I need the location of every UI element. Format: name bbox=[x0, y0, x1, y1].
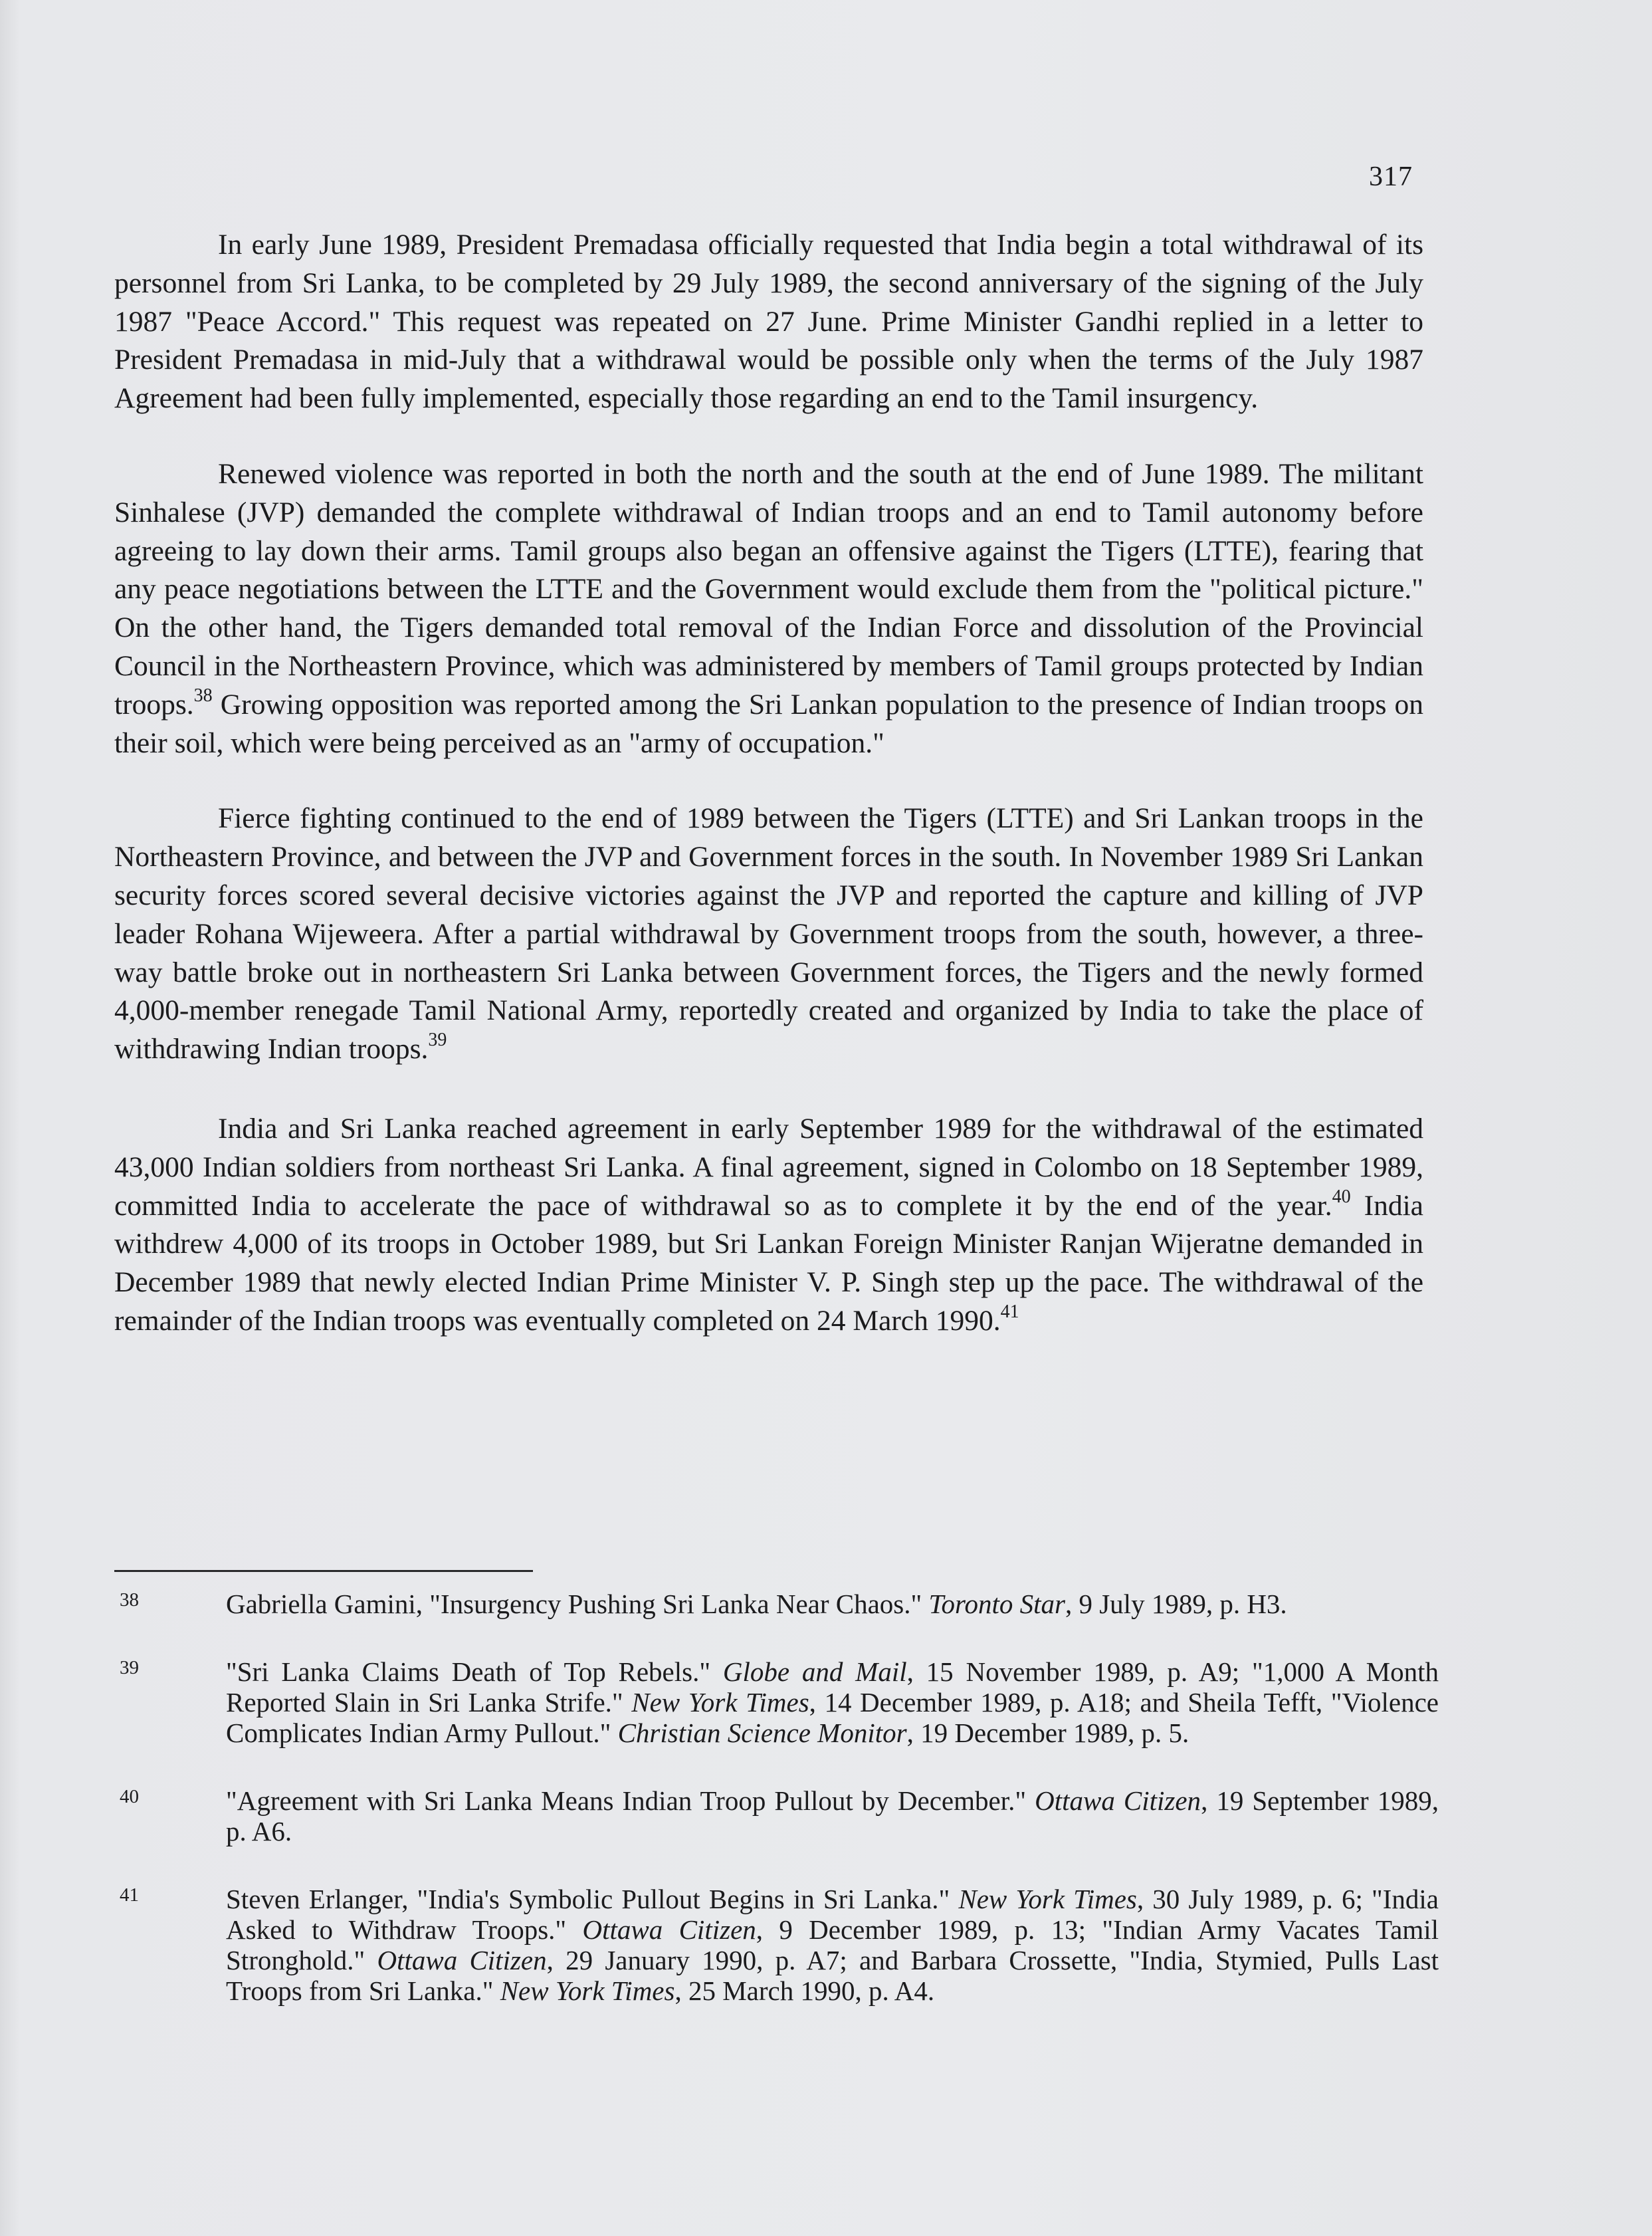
footnote-number: 40 bbox=[120, 1786, 139, 1807]
footnote-reference: 39 bbox=[428, 1030, 447, 1051]
text-run: "Sri Lanka Claims Death of Top Rebels." bbox=[226, 1656, 723, 1687]
text-run: , 19 September 1989, p. A6. bbox=[226, 1785, 1439, 1846]
publication-title: Ottawa Citizen bbox=[582, 1914, 756, 1945]
text-run: India withdrew 4,000 of its troops in October 1989, but Sri Lankan Foreign Minister Ranjan Wijeratne demanded in December 1989 that newly elected Indian Prime Minister V. P. Singh step up the pace. The withdrawal of the remainder of the Indian troops was eventually completed on 24 March 1990. bbox=[114, 1189, 1423, 1337]
publication-title: New York Times bbox=[631, 1687, 809, 1718]
footnote bbox=[114, 1656, 1439, 1748]
publication-title: Toronto Star bbox=[928, 1589, 1065, 1619]
footnote-reference: 38 bbox=[193, 685, 213, 706]
publication-title: New York Times bbox=[500, 1975, 675, 2006]
body-text bbox=[114, 226, 1423, 1341]
publication-title: New York Times bbox=[958, 1884, 1137, 1914]
footnote-reference: 41 bbox=[1000, 1301, 1019, 1322]
footnote-text bbox=[226, 1884, 1439, 2006]
body-paragraph bbox=[114, 226, 1423, 418]
text-run: , 14 December 1989, p. A18; and Sheila Tefft, "Violence Complicates Indian Army Pullout." bbox=[226, 1687, 1439, 1748]
publication-title: Ottawa Citizen bbox=[1035, 1785, 1201, 1816]
publication-title: Christian Science Monitor bbox=[617, 1718, 907, 1748]
text-run: , 9 July 1989, p. H3. bbox=[1065, 1589, 1287, 1619]
text-run: , 30 July 1989, p. 6; "India Asked to Withdraw Troops." bbox=[226, 1884, 1439, 1945]
text-run: Steven Erlanger, "India's Symbolic Pullout Begins in Sri Lanka." bbox=[226, 1884, 959, 1914]
publication-title: Ottawa Citizen bbox=[377, 1945, 547, 1975]
text-run: Growing opposition was reported among the Sri Lankan population to the presence of Indian troops on their soil, which were being perceived as an "army of occupation." bbox=[114, 688, 1423, 759]
footnote-number: 38 bbox=[120, 1589, 139, 1611]
page-number: 317 bbox=[1369, 162, 1413, 192]
publication-title: Globe and Mail bbox=[722, 1656, 907, 1687]
footnote-text bbox=[226, 1589, 1439, 1619]
footnote-number: 39 bbox=[120, 1657, 139, 1678]
text-run: , 25 March 1990, p. A4. bbox=[674, 1975, 935, 2006]
footnote bbox=[114, 1785, 1439, 1846]
footnote-text bbox=[226, 1656, 1439, 1748]
text-run: "Agreement with Sri Lanka Means Indian Troop Pullout by December." bbox=[226, 1785, 1035, 1816]
text-run: Renewed violence was reported in both the north and the south at the end of June 1989. The militant Sinhalese (JVP) demanded the complete withdrawal of Indian troops and an end to Tamil autonomy before agreeing to lay down their arms. Tamil groups also began an offensive against the Tigers (LTTE), fearing that any peace negotiations between the LTTE and the Government would exclude them from the "political picture." On the other hand, the Tigers demanded total removal of the Indian Force and dissolution of the Provincial Council in the Northeastern Province, which was administered by members of Tamil groups protected by Indian troops. bbox=[114, 457, 1423, 721]
text-run: , 9 December 1989, p. 13; "Indian Army Vacates Tamil Stronghold." bbox=[226, 1914, 1439, 1975]
text-run: , 15 November 1989, p. A9; "1,000 A Month Reported Slain in Sri Lanka Strife." bbox=[226, 1656, 1439, 1718]
footnote-number: 41 bbox=[120, 1884, 139, 1906]
text-run: , 19 December 1989, p. 5. bbox=[906, 1718, 1189, 1748]
body-paragraph bbox=[114, 1110, 1423, 1341]
footnotes bbox=[114, 1589, 1439, 2006]
footnote-reference: 40 bbox=[1332, 1186, 1351, 1207]
footnote-divider bbox=[114, 1570, 533, 1572]
footnote bbox=[114, 1884, 1439, 2006]
text-run: , 29 January 1990, p. A7; and Barbara Crossette, "India, Stymied, Pulls Last Troops from Sri Lanka." bbox=[226, 1945, 1439, 2006]
text-run: India and Sri Lanka reached agreement in early September 1989 for the withdrawal of the estimated 43,000 Indian soldiers from northeast Sri Lanka. A final agreement, signed in Colombo on 18 September 1989, committed India to accelerate the pace of withdrawal so as to complete it by the end of the year. bbox=[114, 1112, 1423, 1222]
body-paragraph bbox=[114, 455, 1423, 762]
text-run: Fierce fighting continued to the end of 1989 between the Tigers (LTTE) and Sri Lankan troops in the Northeastern Province, and between the JVP and Government forces in the south. In November 1989 Sri Lankan security forces scored several decisive victories against the JVP and reported the capture and killing of JVP leader Rohana Wijeweera. After a partial withdrawal by Government troops from the south, however, a three-way battle broke out in northeastern Sri Lanka between Government forces, the Tigers and the newly formed 4,000-member renegade Tamil National Army, reportedly created and organized by India to take the place of withdrawing Indian troops. bbox=[114, 802, 1423, 1065]
text-run: Gabriella Gamini, "Insurgency Pushing Sri Lanka Near Chaos." bbox=[226, 1589, 929, 1619]
text-run: In early June 1989, President Premadasa officially requested that India begin a total withdrawal of its personnel from Sri Lanka, to be completed by 29 July 1989, the second anniversary of the signing of the July 1987 "Peace Accord." This request was repeated on 27 June. Prime Minister Gandhi replied in a letter to President Premadasa in mid-July that a withdrawal would be possible only when the terms of the July 1987 Agreement had been fully implemented, especially those regarding an end to the Tamil insurgency. bbox=[114, 229, 1423, 415]
body-paragraph bbox=[114, 800, 1423, 1069]
footnote-text bbox=[226, 1785, 1439, 1846]
footnote bbox=[114, 1589, 1337, 1619]
